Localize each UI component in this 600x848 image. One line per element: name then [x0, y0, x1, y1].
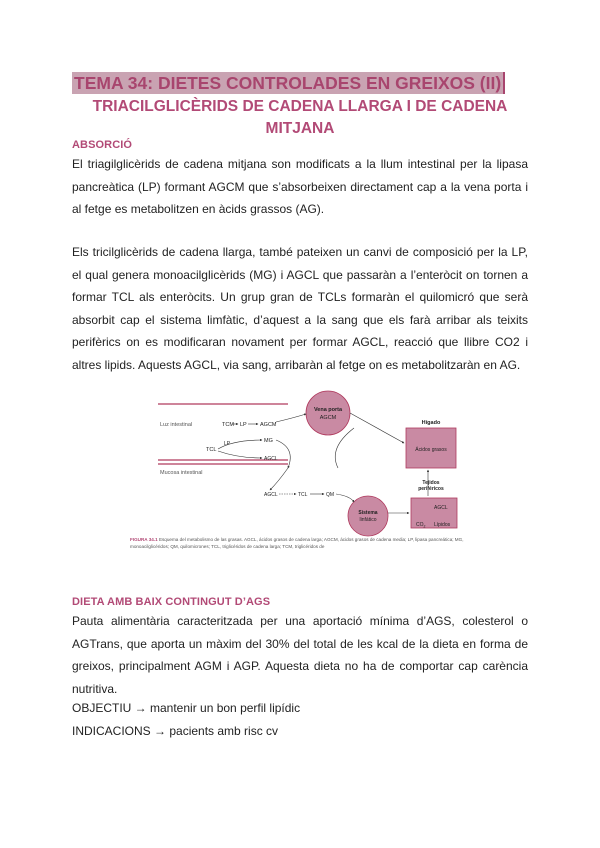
label-agcl-1: AGCL — [264, 456, 278, 462]
paragraph-absorcio-2: Els tricilglicèrids de cadena llarga, també pateixen un canvi de composició per la LP, el qual genera monoacilglicèrids (MG) i AGCL que passaràn a l’enteròcit on tornen a formar TCL als enteròcits. Un grup gran de TCLs formaràn el quilomicró que serà absorbit cap el sistema limfàtic, d’aquest a la sang que els farà arribar als teixits perifèrics on es modificaran novament per formar AGCL, reacció que llibre CO2 i altres lipids. Aquests AGCL, via sang, arribaràn al fetge on es metabolitzaràn en AG. — [72, 245, 528, 372]
figure-caption-label: FIGURA 34.1 — [130, 537, 158, 542]
label-agcm: AGCM — [260, 422, 277, 428]
label-agcl-tejidos: AGCL — [434, 505, 448, 511]
label-tcl: TCL — [206, 447, 217, 453]
label-agcl-2: AGCL — [264, 492, 278, 498]
label-perifericos: periféricos — [418, 486, 444, 492]
label-linfatico: linfático — [359, 517, 377, 523]
page-subtitle: TRIACILGLICÈRIDS DE CADENA LLARGA I DE CADENA MITJANA — [92, 98, 508, 137]
label-acidos-grasos: Ácidos grasos — [415, 447, 447, 453]
label-qm: QM — [326, 492, 335, 498]
label-vena-porta: Vena porta — [313, 407, 343, 413]
label-tejidos: Tejidos — [422, 480, 440, 486]
label-co2: $CO_2$ — [416, 522, 426, 529]
label-lp-2: LP — [224, 441, 231, 447]
fat-metabolism-diagram — [128, 388, 478, 560]
section-heading-absorcio: ABSORCIÓ — [72, 139, 133, 151]
label-mucosa-intestinal: Mucosa intestinal — [160, 470, 203, 476]
figure-caption — [130, 536, 475, 550]
objectiu-line: OBJECTIU → mantenir un bon perfil lipídic — [72, 701, 301, 715]
figure-caption-text: Esquema del metabolismo de las grasas. AGCL, ácidos grasos de cadena larga; AGCM, ácidos grasos de cadena media; LP, lipasa pancreática; MG, monoacilglicéridos; QM, quilomicrones; TCL, triglicéridos de cadena larga; TCM, triglicéridos de — [130, 537, 464, 549]
label-mg: MG — [264, 438, 273, 444]
label-luz-intestinal: Luz intestinal — [160, 422, 193, 428]
paragraph-absorcio-1: El triagilglicèrids de cadena mitjana son modificats a la llum intestinal per la lipasa pancreàtica (LP) formant AGCM que s’absorbeixen directament cap a la vena porta i al fetge es metabolitzen en àcids grassos (AG). — [72, 157, 528, 217]
paragraph-dieta: Pauta alimentària caracteritzada per una aportació mínima d’AGS, colesterol o AGTrans, que aporta un màxim del 30% del total de les kcal de la dieta en forma de greixos, principalment AGM i AGP. Aquesta dieta no ha de comportar cap carència nutritiva. — [72, 614, 528, 696]
label-tcm: TCM — [222, 422, 234, 428]
section-heading-dieta: DIETA AMB BAIX CONTINGUT D’AGS — [72, 596, 271, 608]
label-vena-porta-agcm: AGCM — [319, 415, 337, 421]
vena-porta-circle — [306, 391, 350, 435]
page-title: TEMA 34: DIETES CONTROLADES EN GREIXOS (II) — [72, 72, 505, 94]
label-tcl-2: TCL — [298, 492, 308, 498]
label-lp-1: LP — [240, 422, 247, 428]
label-higado: Hígado — [421, 420, 441, 426]
label-lipidos: Lípidos — [434, 522, 451, 528]
label-sistema: Sistema — [358, 510, 378, 516]
indicacions-line: INDICACIONS → pacients amb risc cv — [72, 724, 279, 738]
